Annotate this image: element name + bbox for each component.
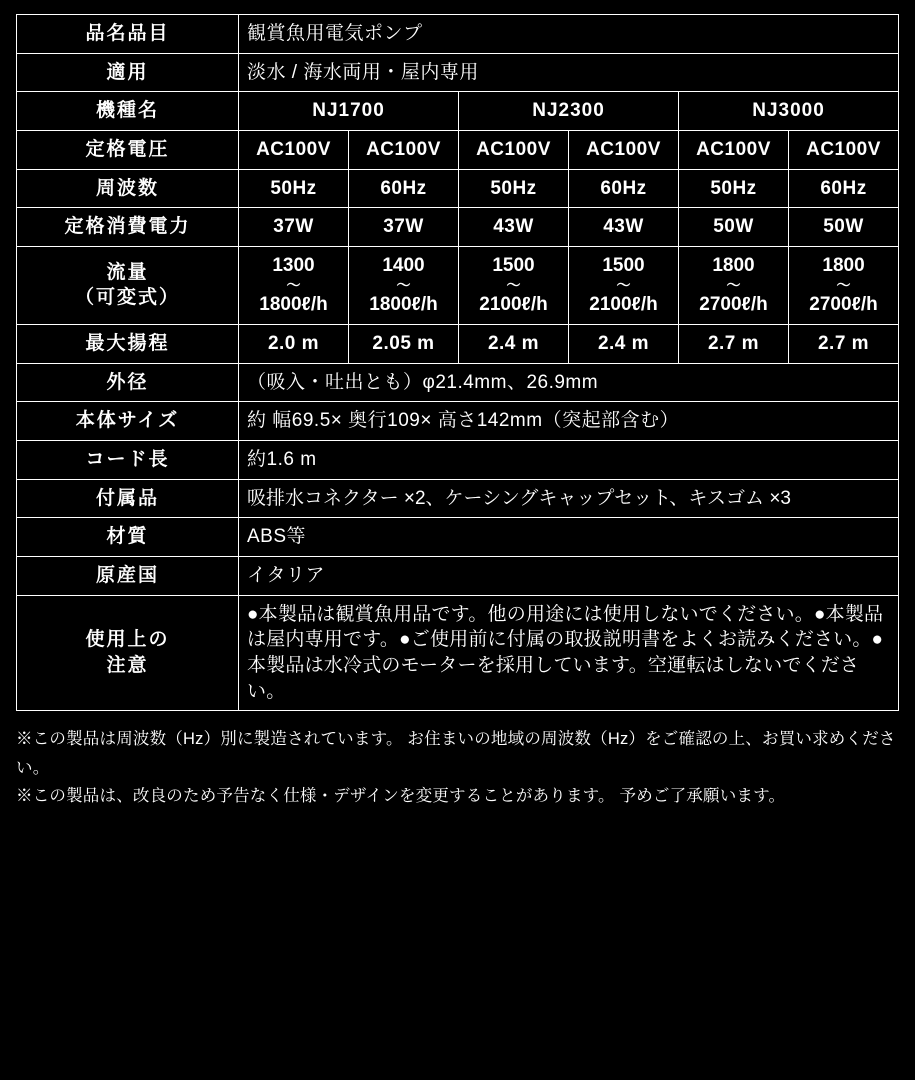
table-row (17, 518, 899, 557)
model-name-cell: NJ1700 (239, 92, 459, 131)
row-label: コード長 (17, 441, 239, 480)
row-value: ABS等 (239, 518, 899, 557)
flow-bottom: 2100ℓ/h (479, 294, 548, 316)
table-row (17, 402, 899, 441)
flow-bottom: 1800ℓ/h (369, 294, 438, 316)
row-label-line1: 流量 (106, 261, 149, 283)
row-label (17, 595, 239, 711)
footnote-line-1: ※この製品は周波数（Hz）別に製造されています。 お住まいの地域の周波数（Hz）をご確認の上、お買い求めください。 (16, 730, 896, 777)
flow-cell (789, 246, 899, 324)
flow-top: 1500 (492, 254, 535, 276)
table-row (17, 325, 899, 364)
row-cell: 2.4 m (459, 325, 569, 364)
row-label-line1: 使用上の (85, 629, 170, 651)
flow-cell (679, 246, 789, 324)
flow-range-mark: 〜 (726, 277, 741, 294)
table-row (17, 556, 899, 595)
row-label: 適用 (17, 53, 239, 92)
table-row (17, 169, 899, 208)
table-row (17, 479, 899, 518)
specification-table (16, 14, 899, 711)
row-label: 最大揚程 (17, 325, 239, 364)
row-cell: AC100V (789, 130, 899, 169)
flow-bottom: 2700ℓ/h (809, 294, 878, 316)
table-row (17, 92, 899, 131)
table-row (17, 208, 899, 247)
row-value: イタリア (239, 556, 899, 595)
flow-top: 1500 (602, 254, 645, 276)
row-value: 約 幅69.5× 奥行109× 高さ142mm（突起部含む） (239, 402, 899, 441)
flow-range-mark: 〜 (286, 277, 301, 294)
table-row (17, 441, 899, 480)
row-label: 材質 (17, 518, 239, 557)
row-cell: 50Hz (239, 169, 349, 208)
row-cell: AC100V (569, 130, 679, 169)
row-cell: 2.7 m (789, 325, 899, 364)
row-cell: 2.05 m (349, 325, 459, 364)
row-cell: 50W (679, 208, 789, 247)
usage-notes: ●本製品は観賞魚用品です。他の用途には使用しないでください。●本製品は屋内専用です。●ご使用前に付属の取扱説明書をよくお読みください。●本製品は水冷式のモーターを採用しています。空運転はしないでください。 (239, 595, 899, 711)
row-value: 観賞魚用電気ポンプ (239, 15, 899, 54)
model-name-cell: NJ2300 (459, 92, 679, 131)
row-cell: 50W (789, 208, 899, 247)
row-cell: 60Hz (349, 169, 459, 208)
row-cell: 2.4 m (569, 325, 679, 364)
row-cell: 60Hz (569, 169, 679, 208)
footnotes (16, 725, 899, 810)
row-cell: 60Hz (789, 169, 899, 208)
flow-top: 1400 (382, 254, 425, 276)
row-value: （吸入・吐出とも）φ21.4mm、26.9mm (239, 363, 899, 402)
row-cell: 2.0 m (239, 325, 349, 364)
flow-top: 1800 (712, 254, 755, 276)
flow-range-mark: 〜 (616, 277, 631, 294)
row-value: 淡水 / 海水両用・屋内専用 (239, 53, 899, 92)
row-label: 定格電圧 (17, 130, 239, 169)
row-value: 約1.6 m (239, 441, 899, 480)
row-label: 原産国 (17, 556, 239, 595)
row-label: 外径 (17, 363, 239, 402)
row-cell: 50Hz (459, 169, 569, 208)
row-label: 品名品目 (17, 15, 239, 54)
flow-bottom: 2700ℓ/h (699, 294, 768, 316)
flow-range-mark: 〜 (506, 277, 521, 294)
row-cell: AC100V (349, 130, 459, 169)
row-cell: 2.7 m (679, 325, 789, 364)
model-name-cell: NJ3000 (679, 92, 899, 131)
row-value: 吸排水コネクター ×2、ケーシングキャップセット、キスゴム ×3 (239, 479, 899, 518)
row-label-line2: （可変式） (74, 287, 180, 309)
flow-cell (569, 246, 679, 324)
table-row (17, 363, 899, 402)
flow-range-mark: 〜 (836, 277, 851, 294)
row-cell: 50Hz (679, 169, 789, 208)
flow-range-mark: 〜 (396, 277, 411, 294)
row-cell: 43W (569, 208, 679, 247)
row-cell: 37W (349, 208, 459, 247)
flow-top: 1300 (272, 254, 315, 276)
table-row (17, 53, 899, 92)
table-row (17, 130, 899, 169)
row-cell: AC100V (459, 130, 569, 169)
flow-cell (349, 246, 459, 324)
row-label: 周波数 (17, 169, 239, 208)
footnote-line-2: ※この製品は、改良のため予告なく仕様・デザインを変更することがあります。 予めご了承願います。 (16, 786, 786, 805)
row-cell: AC100V (679, 130, 789, 169)
row-label: 本体サイズ (17, 402, 239, 441)
table-row (17, 15, 899, 54)
table-row (17, 246, 899, 324)
row-label-line2: 注意 (106, 654, 149, 676)
row-label: 定格消費電力 (17, 208, 239, 247)
table-row (17, 595, 899, 711)
row-label: 機種名 (17, 92, 239, 131)
flow-cell (459, 246, 569, 324)
flow-top: 1800 (822, 254, 865, 276)
row-cell: 37W (239, 208, 349, 247)
flow-bottom: 2100ℓ/h (589, 294, 658, 316)
row-cell: 43W (459, 208, 569, 247)
flow-bottom: 1800ℓ/h (259, 294, 328, 316)
row-cell: AC100V (239, 130, 349, 169)
flow-cell (239, 246, 349, 324)
row-label: 付属品 (17, 479, 239, 518)
row-label (17, 246, 239, 324)
